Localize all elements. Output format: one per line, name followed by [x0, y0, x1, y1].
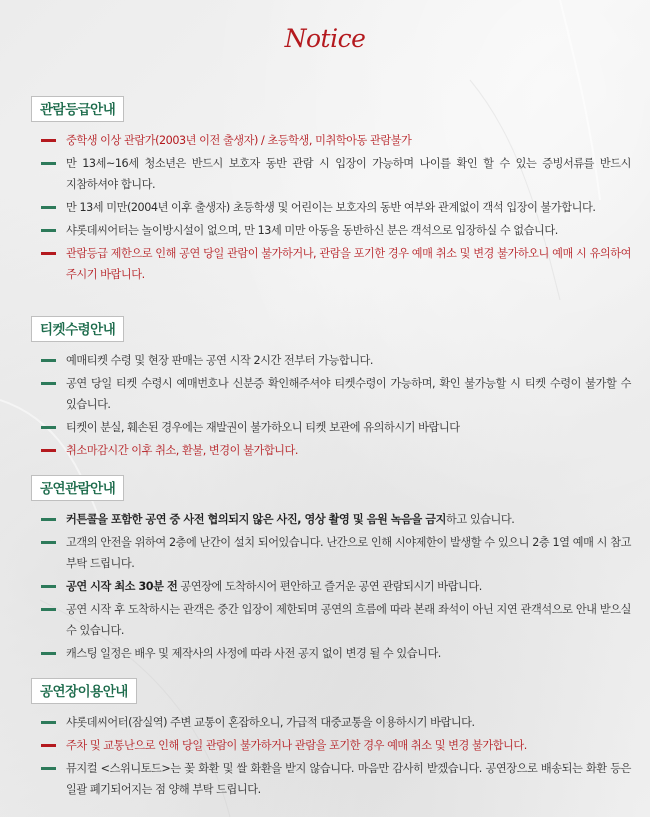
list-item: 만 13세 미만(2004년 이후 출생자) 초등학생 및 어린이는 보호자의 동반 여부와 관계없이 객석 입장이 불가합니다.	[31, 197, 631, 218]
dash-icon	[41, 608, 56, 611]
dash-icon	[41, 449, 56, 452]
section-rating	[31, 96, 631, 287]
dash-icon	[41, 359, 56, 362]
list-item: 중학생 이상 관람가(2003년 이전 출생자) / 초등학생, 미취학아동 관람불가	[31, 130, 631, 151]
section-performance	[31, 475, 631, 666]
section-heading: 공연관람안내	[31, 475, 124, 501]
dash-icon	[41, 721, 56, 724]
list-item: 주차 및 교통난으로 인해 당일 관람이 불가하거나 관람을 포기한 경우 예매 취소 및 변경 불가합니다.	[31, 735, 631, 756]
list-item: 샤롯데씨어터는 놀이방시설이 없으며, 만 13세 미만 아동을 동반하신 분은 객석으로 입장하실 수 없습니다.	[31, 220, 631, 241]
list-item: 관람등급 제한으로 인해 공연 당일 관람이 불가하거나, 관람을 포기한 경우 예매 취소 및 변경 불가하오니 예매 시 유의하여 주시기 바랍니다.	[31, 243, 631, 285]
list-item: 예매티켓 수령 및 현장 판매는 공연 시작 2시간 전부터 가능합니다.	[31, 350, 631, 371]
list-item: 취소마감시간 이후 취소, 환불, 변경이 불가합니다.	[31, 440, 631, 461]
section-heading: 공연장이용안내	[31, 678, 137, 704]
dash-icon	[41, 541, 56, 544]
dash-icon	[41, 162, 56, 165]
notice-title: Notice	[284, 24, 366, 53]
dash-icon	[41, 767, 56, 770]
dash-icon	[41, 518, 56, 521]
list-item: 티켓이 분실, 훼손된 경우에는 재발권이 불가하오니 티켓 보관에 유의하시기 바랍니다	[31, 417, 631, 438]
list-item: 커튼콜을 포함한 공연 중 사전 협의되지 않은 사진, 영상 촬영 및 음원 녹음을 금지하고 있습니다.	[31, 509, 631, 530]
list-item: 만 13세~16세 청소년은 반드시 보호자 동반 관람 시 입장이 가능하며 나이를 확인 할 수 있는 증빙서류를 반드시 지참하셔야 합니다.	[31, 153, 631, 195]
section-heading: 관람등급안내	[31, 96, 124, 122]
section-ticket	[31, 316, 631, 463]
dash-icon	[41, 382, 56, 385]
dash-icon	[41, 426, 56, 429]
list-item: 고객의 안전을 위하여 2층에 난간이 설치 되어있습니다. 난간으로 인해 시야제한이 발생할 수 있으니 2층 1열 예매 시 참고 부탁 드립니다.	[31, 532, 631, 574]
section-venue	[31, 678, 631, 802]
dash-icon	[41, 744, 56, 747]
dash-icon	[41, 229, 56, 232]
list-item: 공연 시작 최소 30분 전 공연장에 도착하시어 편안하고 즐거운 공연 관람되시기 바랍니다.	[31, 576, 631, 597]
dash-icon	[41, 139, 56, 142]
list-item: 공연 당일 티켓 수령시 예매번호나 신분증 확인해주셔야 티켓수령이 가능하며, 확인 불가능할 시 티켓 수령이 불가할 수 있습니다.	[31, 373, 631, 415]
list-item: 뮤지컬 <스위니토드>는 꽃 화환 및 쌀 화환을 받지 않습니다. 마음만 감사히 받겠습니다. 공연장으로 배송되는 화환 등은 일괄 폐기되어지는 점 양해 부탁 드립니다.	[31, 758, 631, 800]
list-item: 공연 시작 후 도착하시는 관객은 중간 입장이 제한되며 공연의 흐름에 따라 본래 좌석이 아닌 지연 관객석으로 안내 받으실 수 있습니다.	[31, 599, 631, 641]
dash-icon	[41, 652, 56, 655]
list-item: 샤롯데씨어터(잠실역) 주변 교통이 혼잡하오니, 가급적 대중교통을 이용하시기 바랍니다.	[31, 712, 631, 733]
section-heading: 티켓수령안내	[31, 316, 124, 342]
list-item: 캐스팅 일정은 배우 및 제작사의 사정에 따라 사전 공지 없이 변경 될 수 있습니다.	[31, 643, 631, 664]
dash-icon	[41, 585, 56, 588]
dash-icon	[41, 206, 56, 209]
dash-icon	[41, 252, 56, 255]
